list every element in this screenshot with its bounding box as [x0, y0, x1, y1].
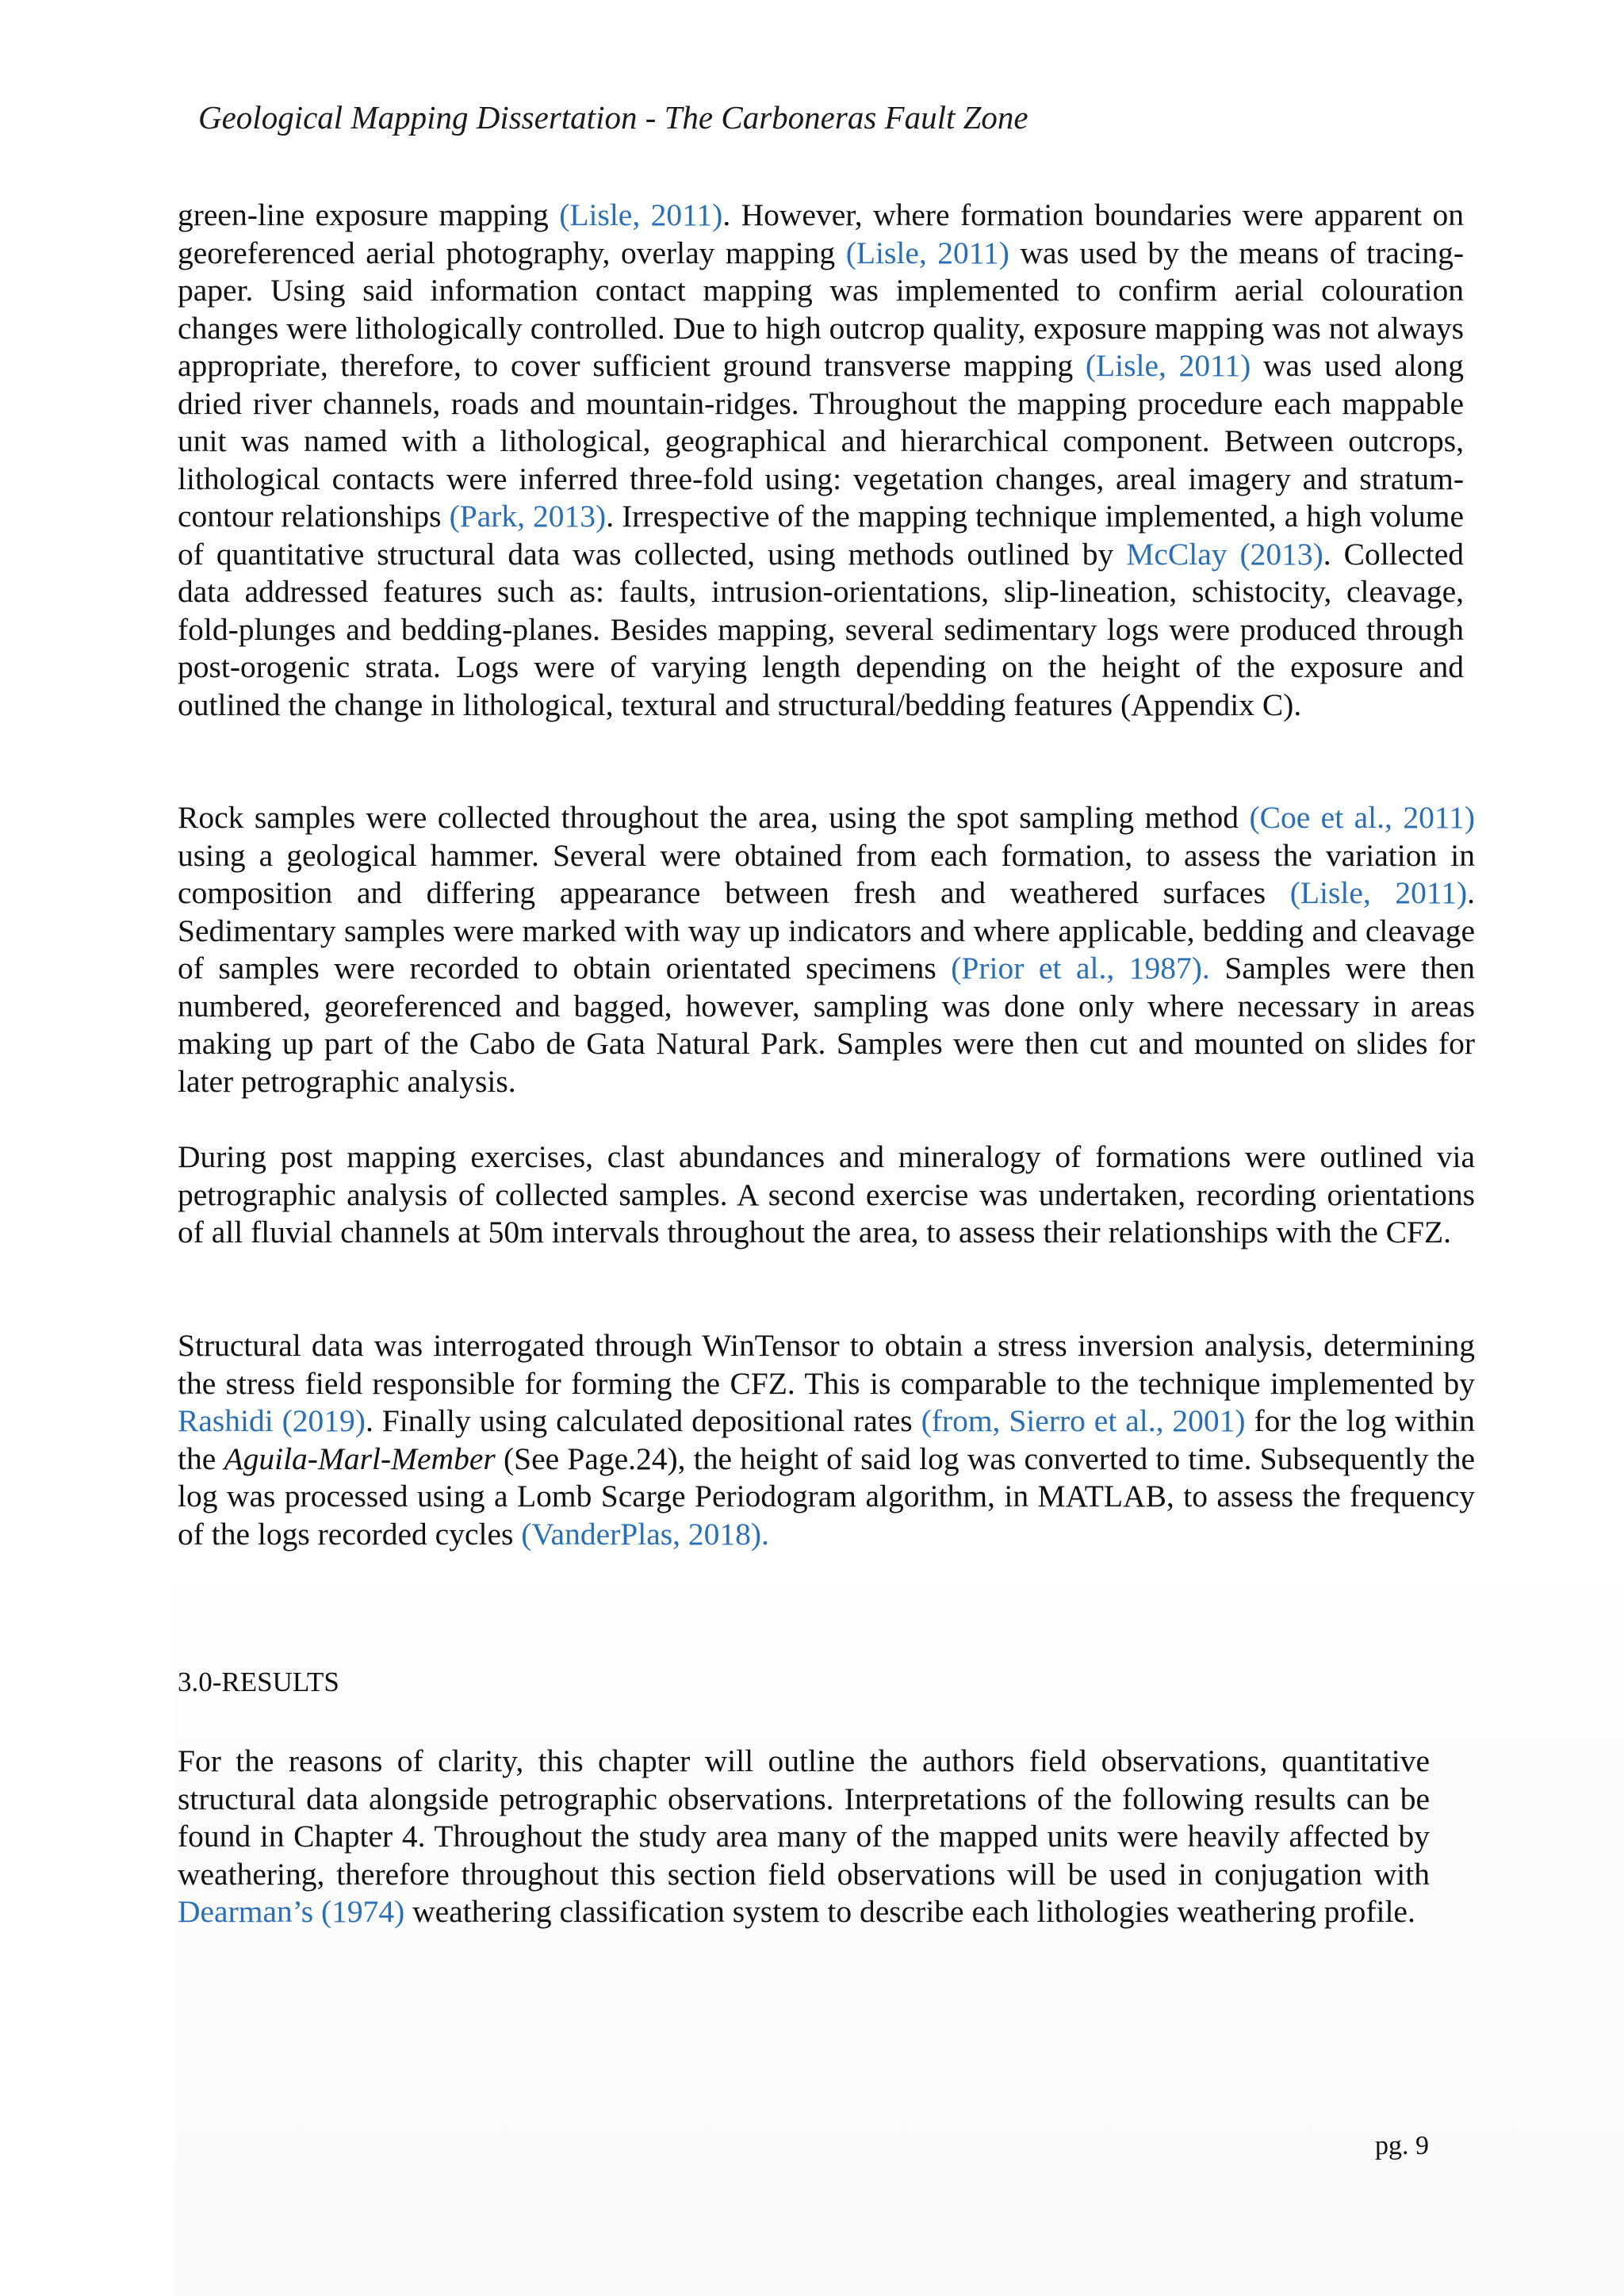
citation-link[interactable]: (Coe et al., 2011)	[1249, 800, 1476, 835]
citation-link[interactable]: Dearman’s (1974)	[178, 1894, 405, 1929]
citation-link[interactable]: (Lisle, 2011)	[559, 197, 723, 232]
paragraph-text: Rock samples were collected throughout the area, using the spot sampling method	[178, 800, 1250, 835]
paragraph-text: weathering classification system to describe each lithologies weathering profile.	[404, 1894, 1415, 1929]
paragraph-text: . However, where formation boundaries were apparent on georeferenced aerial photography, overlay mapping	[178, 197, 1464, 270]
paragraph-rock-samples	[178, 799, 1475, 1100]
section-heading: 3.0-RESULTS	[178, 1667, 339, 1697]
paragraph-text: During post mapping exercises, clast abundances and mineralogy of formations were outlined via petrographic analysis of collected samples. A second exercise was undertaken, recording orientations of all fluvial channels at 50m intervals throughout the area, to assess their relationships with the CFZ.	[178, 1139, 1475, 1249]
citation-link[interactable]: Rashidi (2019)	[178, 1403, 366, 1438]
paragraph-text: (See Page.24), the height of said log was converted to time. Subsequently the log was processed using a Lomb Scarge Periodogram algorithm, in MATLAB, to assess the frequency of the logs recorded cycles	[178, 1441, 1475, 1552]
paragraph-mapping-methods	[178, 197, 1464, 724]
citation-link[interactable]: (Lisle, 2011)	[1289, 875, 1468, 910]
page-number: pg. 9	[1375, 2131, 1429, 2160]
paragraph-structural-data	[178, 1327, 1475, 1553]
paragraph-text: for the log within the	[178, 1403, 1475, 1476]
paragraph-text: . Irrespective of the mapping technique implemented, a high volume of quantitative structural data was collected, using methods outlined by	[178, 499, 1464, 572]
paragraph-text: was used by the means of tracing-paper. Using said information contact mapping was implemented to confirm aerial colouration changes were lithologically controlled. Due to high outcrop quality, exposure mapping was not always appropriate, therefore, to cover sufficient ground transverse mapping	[178, 235, 1464, 383]
paragraph-text: Structural data was interrogated through WinTensor to obtain a stress inversion analysis, determining the stress field responsible for forming the CFZ. This is comparable to the technique implemented by	[178, 1328, 1475, 1401]
paragraph-post-mapping	[178, 1138, 1475, 1252]
paragraph-results-intro	[178, 1743, 1430, 1931]
paragraph-text: green-line exposure mapping	[178, 197, 560, 232]
paragraph-text: . Finally using calculated depositional rates	[365, 1403, 921, 1438]
paragraph-text: was used along dried river channels, roads and mountain-ridges. Throughout the mapping procedure each mappable unit was named with a lithological, geographical and hierarchical component. Between outcrops, lithological contacts were inferred three-fold using: vegetation changes, areal imagery and stratum-contour relationships	[178, 348, 1464, 534]
paragraph-text: Samples were then numbered, georeferenced and bagged, however, sampling was done only where necessary in areas making up part of the Cabo de Gata Natural Park. Samples were then cut and mounted on slides for later petrographic analysis.	[178, 951, 1475, 1099]
citation-link[interactable]: McClay (2013)	[1126, 536, 1323, 572]
paragraph-text: . Sedimentary samples were marked with way up indicators and where applicable, bedding and cleavage of samples were recorded to obtain orientated specimens	[178, 875, 1475, 985]
paragraph-text: using a geological hammer. Several were obtained from each formation, to assess the variation in composition and differing appearance between fresh and weathered surfaces	[178, 837, 1475, 910]
citation-link[interactable]: (from, Sierro et al., 2001)	[921, 1403, 1246, 1438]
page-header: Geological Mapping Dissertation - The Carboneras Fault Zone	[198, 99, 1028, 136]
citation-link[interactable]: (Prior et al., 1987).	[951, 951, 1210, 985]
citation-link[interactable]: (Lisle, 2011)	[845, 235, 1009, 270]
paragraph-text: For the reasons of clarity, this chapter will outline the authors field observations, quantitative structural data alongside petrographic observations. Interpretations of the following results can be found in Chapter 4. Throughout the study area many of the mapped units were heavily affected by weathering, therefore throughout this section field observations will be used in conjugation with	[178, 1743, 1430, 1892]
citation-link[interactable]: (VanderPlas, 2018).	[521, 1516, 769, 1552]
citation-link[interactable]: (Lisle, 2011)	[1085, 348, 1251, 383]
citation-link[interactable]: (Park, 2013)	[449, 499, 607, 534]
paragraph-text: . Collected data addressed features such as: faults, intrusion-orientations, slip-lineation, schistocity, cleavage, fold-plunges and bedding-planes. Besides mapping, several sedimentary logs were produced through post-orogenic strata. Logs were of varying length depending on the height of the exposure and outlined the change in lithological, textural and structural/bedding features (Appendix C).	[178, 536, 1464, 722]
emphasis-text: Aguila-Marl-Member	[224, 1441, 496, 1476]
